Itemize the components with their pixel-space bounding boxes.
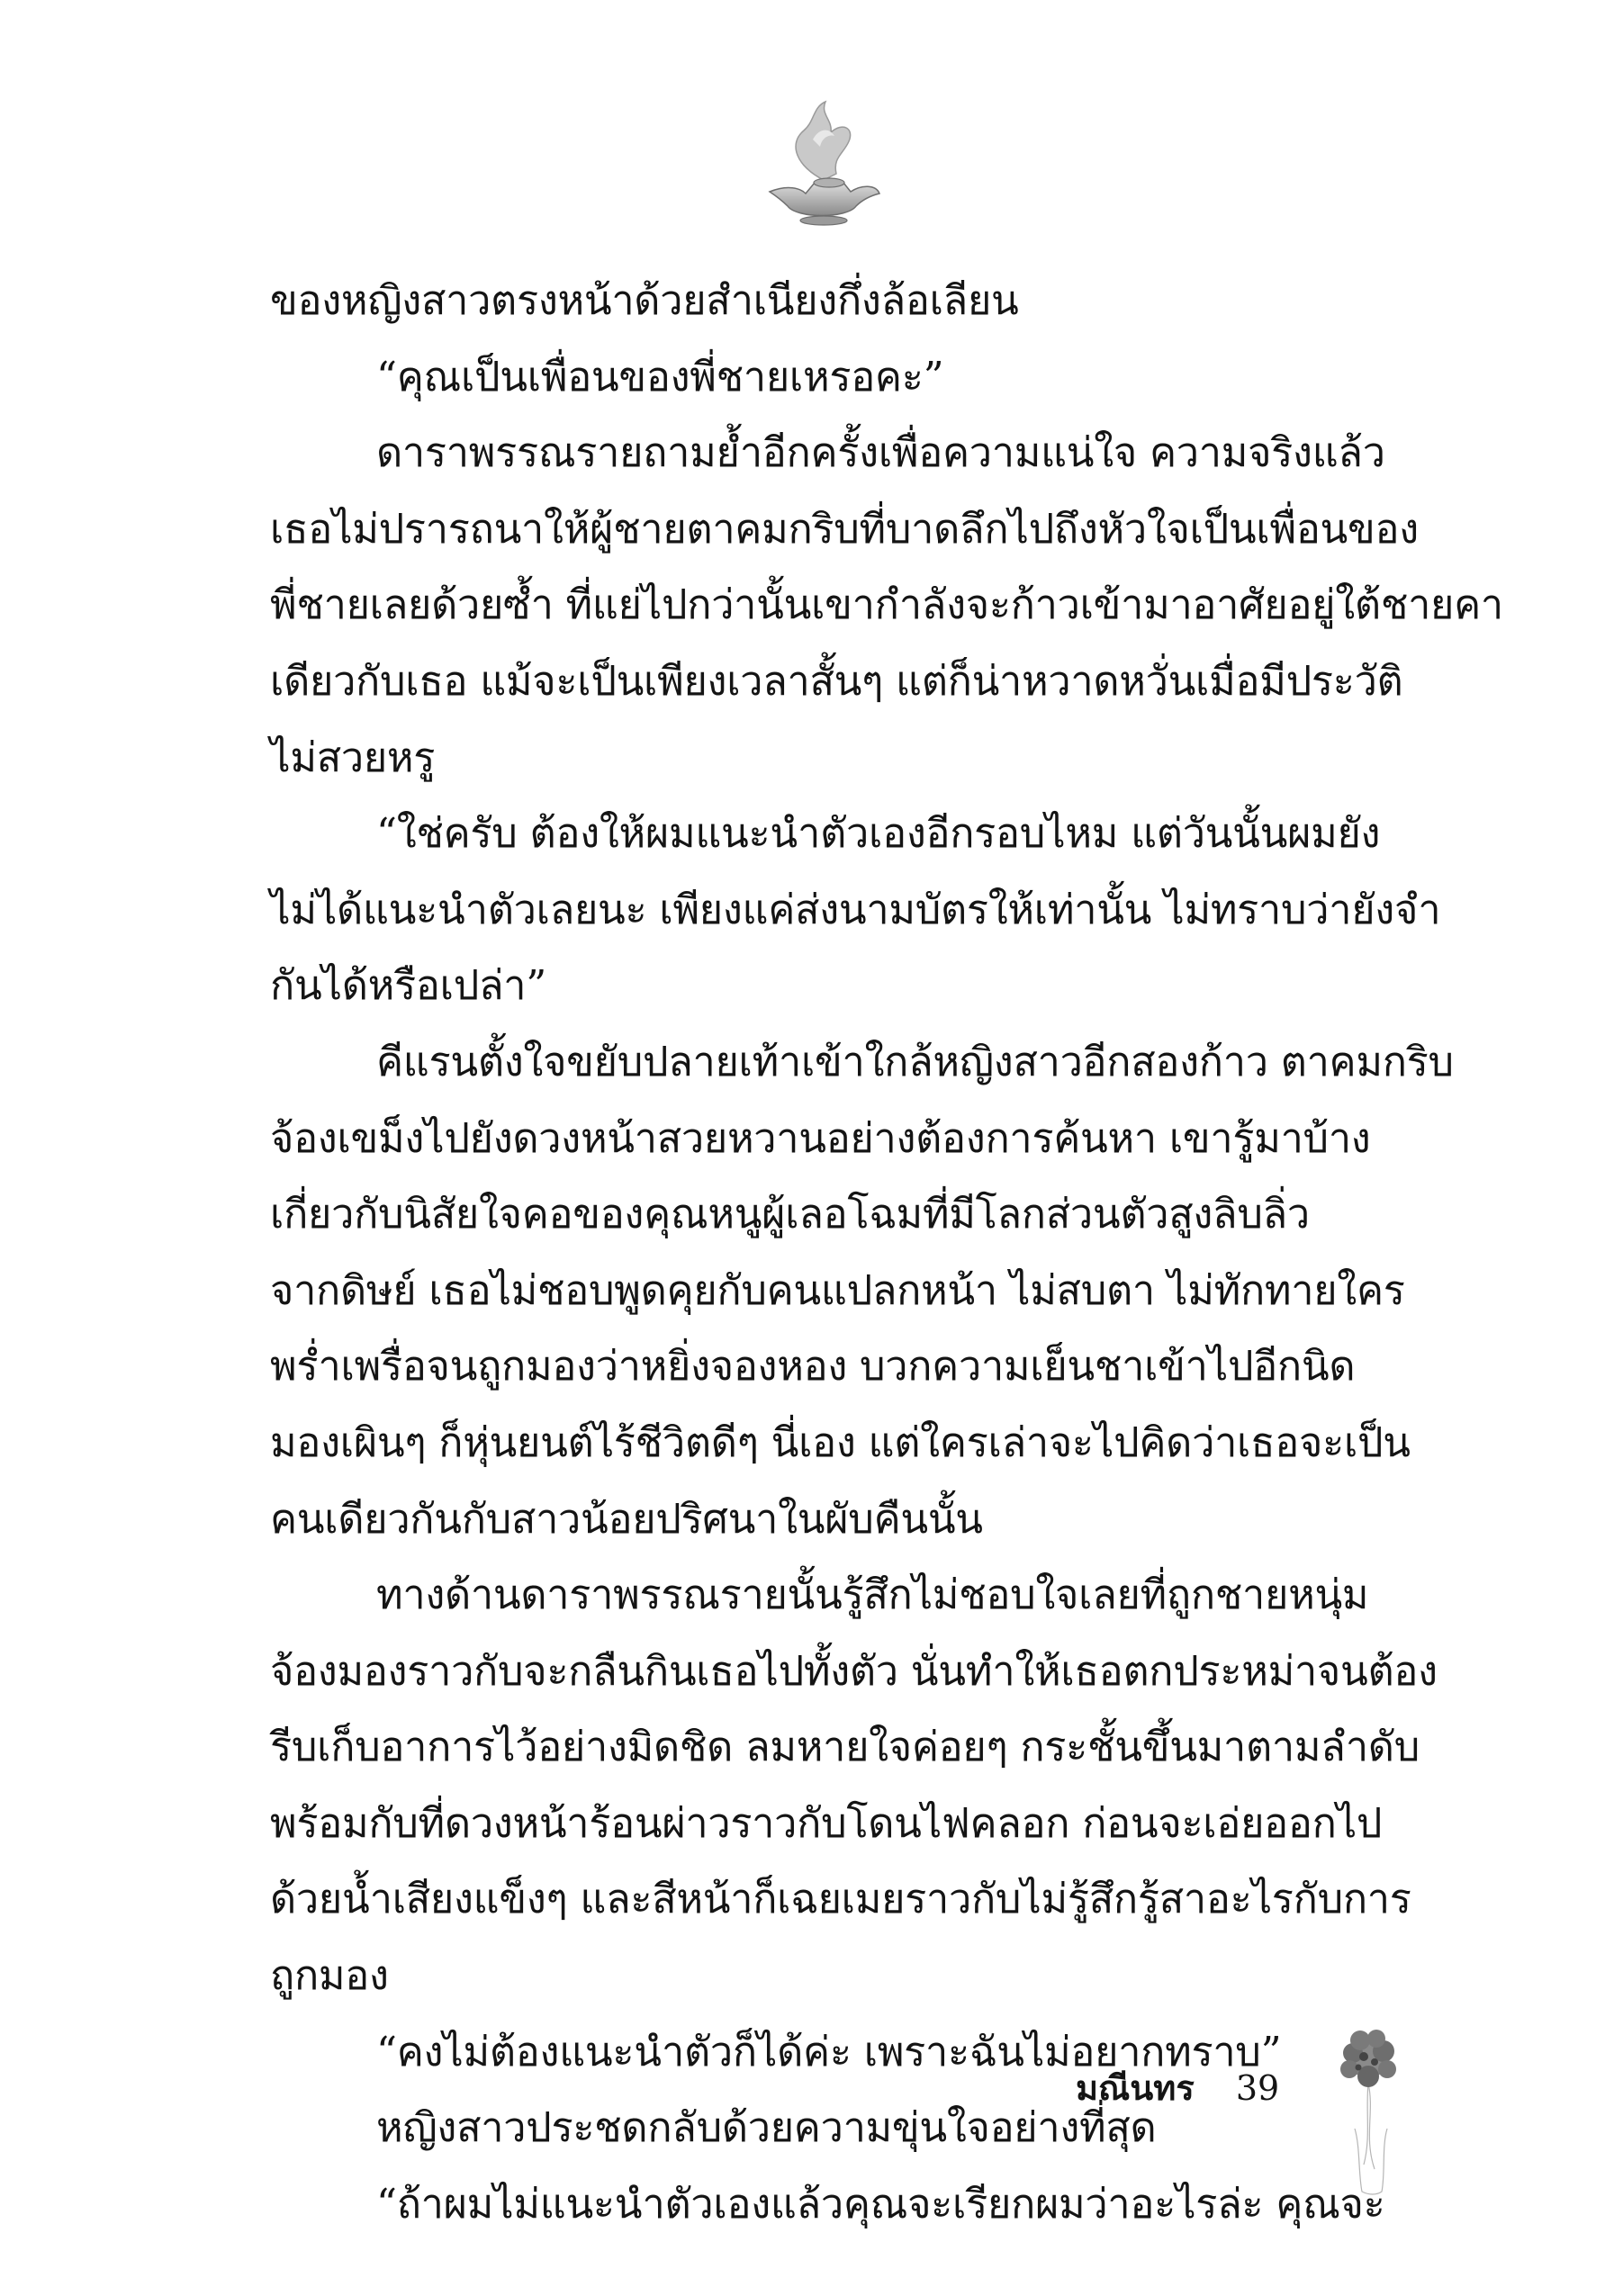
flower-vase-icon (1319, 2021, 1418, 2201)
text-line: ของหญิงสาวตรงหน้าด้วยสำเนียงกึ่งล้อเลียน (270, 276, 1019, 324)
text-line: คนเดียวกันกับสาวน้อยปริศนาในผับคืนนั้น (270, 1494, 983, 1543)
page-number: 39 (1235, 2068, 1280, 2108)
body-text (270, 263, 1503, 2242)
text-line: ดาราพรรณรายถามย้ำอีกครั้งเพื่อความแน่ใจ ความจริงแล้ว (376, 428, 1385, 477)
text-line: รีบเก็บอาการไว้อย่างมิดชิด ลมหายใจค่อยๆ กระชั้นขึ้นมาตามลำดับ (270, 1723, 1420, 1771)
text-line: พี่ชายเลยด้วยซ้ำ ที่แย่ไปกว่านั้นเขากำลังจะก้าวเข้ามาอาศัยอยู่ใต้ชายคา (270, 581, 1503, 629)
text-line: “ใช่ครับ ต้องให้ผมแนะนำตัวเองอีกรอบไหม แต่วันนั้นผมยัง (376, 809, 1381, 858)
text-line: มองเผินๆ ก็หุ่นยนต์ไร้ชีวิตดีๆ นี่เอง แต่ใครเล่าจะไปคิดว่าเธอจะเป็น (270, 1418, 1411, 1466)
text-line: จากดิษย์ เธอไม่ชอบพูดคุยกับคนแปลกหน้า ไม่สบตา ไม่ทักทายใคร (270, 1265, 1405, 1314)
text-line: คีแรนตั้งใจขยับปลายเท้าเข้าใกล้หญิงสาวอีกสองก้าว ตาคมกริบ (376, 1037, 1454, 1085)
text-line: “คุณเป็นเพื่อนของพี่ชายเหรอคะ” (376, 352, 944, 401)
text-line: “ถ้าผมไม่แนะนำตัวเองแล้วคุณจะเรียกผมว่าอะไรล่ะ คุณจะ (376, 2179, 1385, 2228)
text-line: หญิงสาวประชดกลับด้วยความขุ่นใจอย่างที่สุด (376, 2103, 1157, 2152)
text-line: ทางด้านดาราพรรณรายนั้นรู้สึกไม่ชอบใจเลยที่ถูกชายหนุ่ม (376, 1571, 1369, 1619)
text-line: พร้อมกับที่ดวงหน้าร้อนผ่าวราวกับโดนไฟคลอก ก่อนจะเอ่ยออกไป (270, 1798, 1383, 1847)
text-line: เดียวกับเธอ แม้จะเป็นเพียงเวลาสั้นๆ แต่ก็น่าหวาดหวั่นเมื่อมีประวัติ (270, 656, 1403, 705)
text-line: เกี่ยวกับนิสัยใจคอของคุณหนูผู้เลอโฉมที่มีโลกส่วนตัวสูงลิบลิ่ว (270, 1190, 1310, 1238)
page-footer (1076, 2061, 1279, 2115)
text-line: ไม่ได้แนะนำตัวเลยนะ เพียงแค่ส่งนามบัตรให้เท่านั้น ไม่ทราบว่ายังจำ (270, 885, 1441, 933)
book-title: มณีนทร (1076, 2067, 1195, 2108)
text-line: ไม่สวยหรู (270, 733, 436, 781)
text-line: ด้วยน้ำเสียงแข็งๆ และสีหน้าก็เฉยเมยราวกับไม่รู้สึกรู้สาอะไรกับการ (270, 1875, 1411, 1923)
text-line: ถูกมอง (270, 1951, 389, 2000)
text-line: เธอไม่ปรารถนาให้ผู้ชายตาคมกริบที่บาดลึกไปถึงหัวใจเป็นเพื่อนของ (270, 504, 1419, 553)
text-line: พร่ำเพรื่อจนถูกมองว่าหยิ่งจองหอง บวกความเย็นชาเข้าไปอีกนิด (270, 1342, 1356, 1391)
text-line: “คงไม่ต้องแนะนำตัวก็ได้ค่ะ เพราะฉันไม่อยากทราบ” (376, 2027, 1282, 2075)
text-line: กันได้หรือเปล่า” (270, 961, 546, 1010)
text-line: จ้องเขม็งไปยังดวงหน้าสวยหวานอย่างต้องการค้นหา เขารู้มาบ้าง (270, 1113, 1371, 1162)
genie-lamp-icon (761, 95, 887, 230)
text-line: จ้องมองราวกับจะกลืนกินเธอไปทั้งตัว นั่นทำให้เธอตกประหม่าจนต้อง (270, 1646, 1438, 1695)
